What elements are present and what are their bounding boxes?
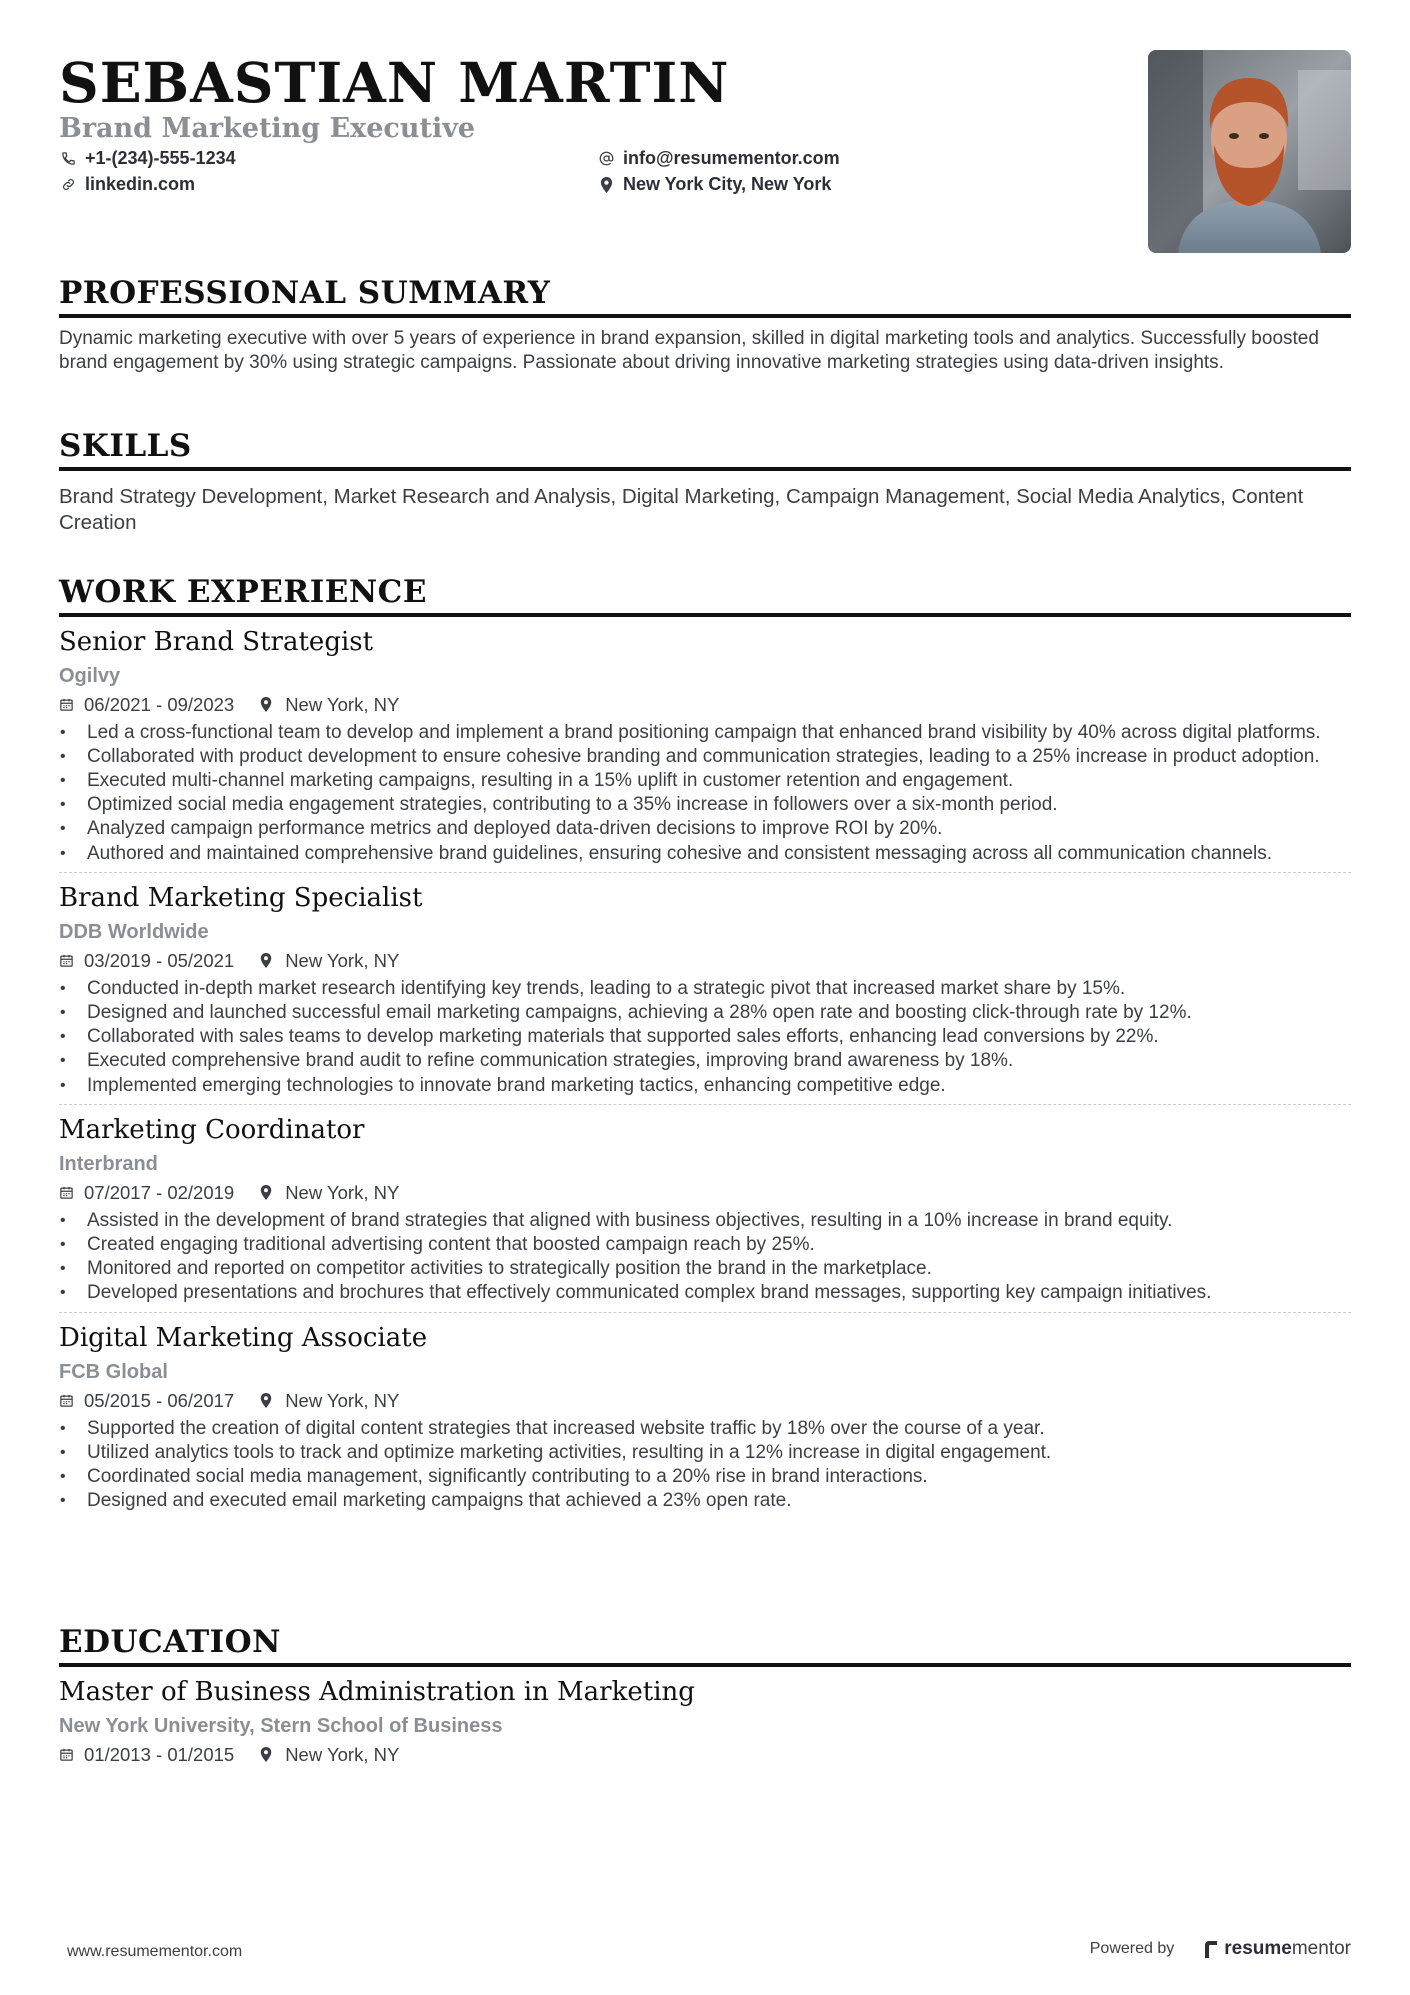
map-pin-icon xyxy=(260,697,276,713)
job-bullet: • Executed comprehensive brand audit to refine communication strategies, improving brand awareness by 18%. xyxy=(59,1049,1351,1073)
job-title: Senior Brand Strategist xyxy=(59,626,374,657)
job-location-text: New York, NY xyxy=(285,1181,400,1203)
calendar-icon xyxy=(59,1185,75,1201)
summary-text: Dynamic marketing executive with over 5 years of experience in brand expansion, skilled in digital marketing tools and analytics. Successfully boosted brand engagement by 30% using strategic campaigns. Passionate about driving innovative marketing strategies using data-driven insights. xyxy=(59,327,1319,373)
education-heading: EDUCATION xyxy=(59,1624,281,1660)
job-location xyxy=(260,1389,399,1413)
job-location xyxy=(260,693,399,717)
footer-website[interactable]: www.resumementor.com xyxy=(67,1943,243,1960)
job-title: Digital Marketing Associate xyxy=(59,1322,428,1353)
job-bullet: • Supported the creation of digital content strategies that increased website traffic by 18% over the course of a year. xyxy=(59,1417,1351,1441)
phone-text: +1-(234)-555-1234 xyxy=(85,148,236,168)
summary-heading: PROFESSIONAL SUMMARY xyxy=(59,275,551,311)
contact-email[interactable] xyxy=(597,148,840,169)
job-bullet: • Conducted in-depth market research identifying key trends, leading to a strategic pivot that increased market share by 15%. xyxy=(59,977,1351,1001)
link-icon xyxy=(59,176,77,194)
contact-phone xyxy=(59,148,236,169)
skills-heading: SKILLS xyxy=(59,428,192,464)
job-title: Brand Marketing Specialist xyxy=(59,882,423,913)
education-location-text: New York, NY xyxy=(285,1743,400,1765)
job-location-text: New York, NY xyxy=(285,693,400,715)
powered-by-label: Powered by xyxy=(1089,1940,1175,1957)
job-bullets xyxy=(59,721,1351,866)
section-divider xyxy=(59,613,1351,617)
calendar-icon xyxy=(59,1393,75,1409)
map-pin-icon xyxy=(260,1185,276,1201)
education-meta xyxy=(59,1743,1351,1767)
map-pin-icon xyxy=(260,1747,276,1763)
job-meta xyxy=(59,693,1351,717)
email-text[interactable]: info@resumementor.com xyxy=(623,148,840,168)
job-bullet: • Led a cross-functional team to develop and implement a brand positioning campaign that enhanced brand visibility by 40% across digital platforms. xyxy=(59,721,1351,745)
job-dates: 07/2017 - 02/2019 xyxy=(84,1181,235,1203)
job-meta xyxy=(59,1181,1351,1205)
candidate-name: SEBASTIAN MARTIN xyxy=(59,50,730,115)
map-pin-icon xyxy=(597,176,615,194)
calendar-icon xyxy=(59,1747,75,1763)
job-bullet: • Collaborated with product development to ensure cohesive branding and communication strategies, leading to a 25% increase in product adoption. xyxy=(59,745,1351,769)
job-entry xyxy=(59,881,1351,1105)
job-location xyxy=(260,949,399,973)
skills-section xyxy=(59,429,1351,536)
section-divider xyxy=(59,314,1351,318)
calendar-icon xyxy=(59,697,75,713)
job-dates: 05/2015 - 06/2017 xyxy=(84,1389,235,1411)
logo-light-text: mentor xyxy=(1291,1938,1351,1959)
section-divider xyxy=(59,1663,1351,1667)
job-bullet: • Authored and maintained comprehensive brand guidelines, ensuring cohesive and consistent messaging across all communication channels. xyxy=(59,842,1351,866)
education-location xyxy=(260,1743,399,1767)
job-location xyxy=(260,1181,399,1205)
footer-branding xyxy=(1090,1938,1351,1960)
resume-header xyxy=(59,0,1351,255)
job-dates: 06/2021 - 09/2023 xyxy=(84,693,235,715)
logo-bold-text: resume xyxy=(1224,1938,1292,1959)
company-name: Ogilvy xyxy=(59,664,121,687)
job-location-text: New York, NY xyxy=(285,1389,400,1411)
company-name: FCB Global xyxy=(59,1360,168,1383)
location-text: New York City, New York xyxy=(623,174,832,194)
job-bullet: • Developed presentations and brochures that effectively communicated complex brand messages, supporting key campaign initiatives. xyxy=(59,1281,1351,1305)
section-divider xyxy=(59,467,1351,471)
job-title: Marketing Coordinator xyxy=(59,1114,365,1145)
job-list xyxy=(59,625,1351,1520)
job-bullet: • Assisted in the development of brand strategies that aligned with business objectives, resulting in a 10% increase in brand equity. xyxy=(59,1209,1351,1233)
job-bullet: • Implemented emerging technologies to innovate brand marketing tactics, enhancing competitive edge. xyxy=(59,1074,1351,1098)
job-entry xyxy=(59,625,1351,873)
logo-mark-icon xyxy=(1202,1939,1220,1959)
calendar-icon xyxy=(59,953,75,969)
contact-location xyxy=(597,174,831,195)
linkedin-text[interactable]: linkedin.com xyxy=(85,174,196,194)
job-bullet: • Analyzed campaign performance metrics and deployed data-driven decisions to improve ROI by 20%. xyxy=(59,817,1351,841)
job-location-text: New York, NY xyxy=(285,949,400,971)
job-bullet: • Executed multi-channel marketing campaigns, resulting in a 15% uplift in customer retention and engagement. xyxy=(59,769,1351,793)
job-bullet: • Optimized social media engagement strategies, contributing to a 35% increase in followers over a six-month period. xyxy=(59,793,1351,817)
job-bullets xyxy=(59,977,1351,1098)
school-name: New York University, Stern School of Business xyxy=(59,1714,503,1737)
job-meta xyxy=(59,1389,1351,1413)
contact-linkedin[interactable] xyxy=(59,174,195,195)
map-pin-icon xyxy=(260,953,276,969)
job-bullet: • Coordinated social media management, significantly contributing to a 20% rise in brand interactions. xyxy=(59,1465,1351,1489)
company-name: Interbrand xyxy=(59,1152,158,1175)
job-entry xyxy=(59,1113,1351,1313)
job-bullets xyxy=(59,1209,1351,1306)
candidate-photo xyxy=(1148,50,1351,253)
job-bullet: • Designed and launched successful email marketing campaigns, achieving a 28% open rate and boosting click-through rate by 12%. xyxy=(59,1001,1351,1025)
degree-title: Master of Business Administration in Marketing xyxy=(59,1676,695,1707)
at-icon xyxy=(597,150,615,168)
job-bullet: • Collaborated with sales teams to develop marketing materials that supported sales efforts, enhancing lead conversions by 22%. xyxy=(59,1025,1351,1049)
candidate-role: Brand Marketing Executive xyxy=(59,113,476,144)
job-bullet: • Created engaging traditional advertising content that boosted campaign reach by 25%. xyxy=(59,1233,1351,1257)
education-dates: 01/2013 - 01/2015 xyxy=(84,1743,235,1765)
education-section xyxy=(59,1625,1351,1767)
job-bullet: • Designed and executed email marketing campaigns that achieved a 23% open rate. xyxy=(59,1489,1351,1513)
job-bullet: • Utilized analytics tools to track and optimize marketing activities, resulting in a 12% increase in digital engagement. xyxy=(59,1441,1351,1465)
skills-text: Brand Strategy Development, Market Research and Analysis, Digital Marketing, Campaign Management, Social Media Analytics, Content Creation xyxy=(59,484,1304,534)
job-bullet: • Monitored and reported on competitor activities to strategically position the brand in the marketplace. xyxy=(59,1257,1351,1281)
job-meta xyxy=(59,949,1351,973)
work-heading: WORK EXPERIENCE xyxy=(59,574,427,610)
job-dates: 03/2019 - 05/2021 xyxy=(84,949,235,971)
job-bullets xyxy=(59,1417,1351,1514)
resumementor-logo[interactable] xyxy=(1202,1938,1351,1960)
work-experience-section xyxy=(59,575,1351,1520)
phone-icon xyxy=(59,150,77,168)
company-name: DDB Worldwide xyxy=(59,920,209,943)
job-entry xyxy=(59,1321,1351,1520)
map-pin-icon xyxy=(260,1393,276,1409)
summary-section xyxy=(59,276,1351,375)
